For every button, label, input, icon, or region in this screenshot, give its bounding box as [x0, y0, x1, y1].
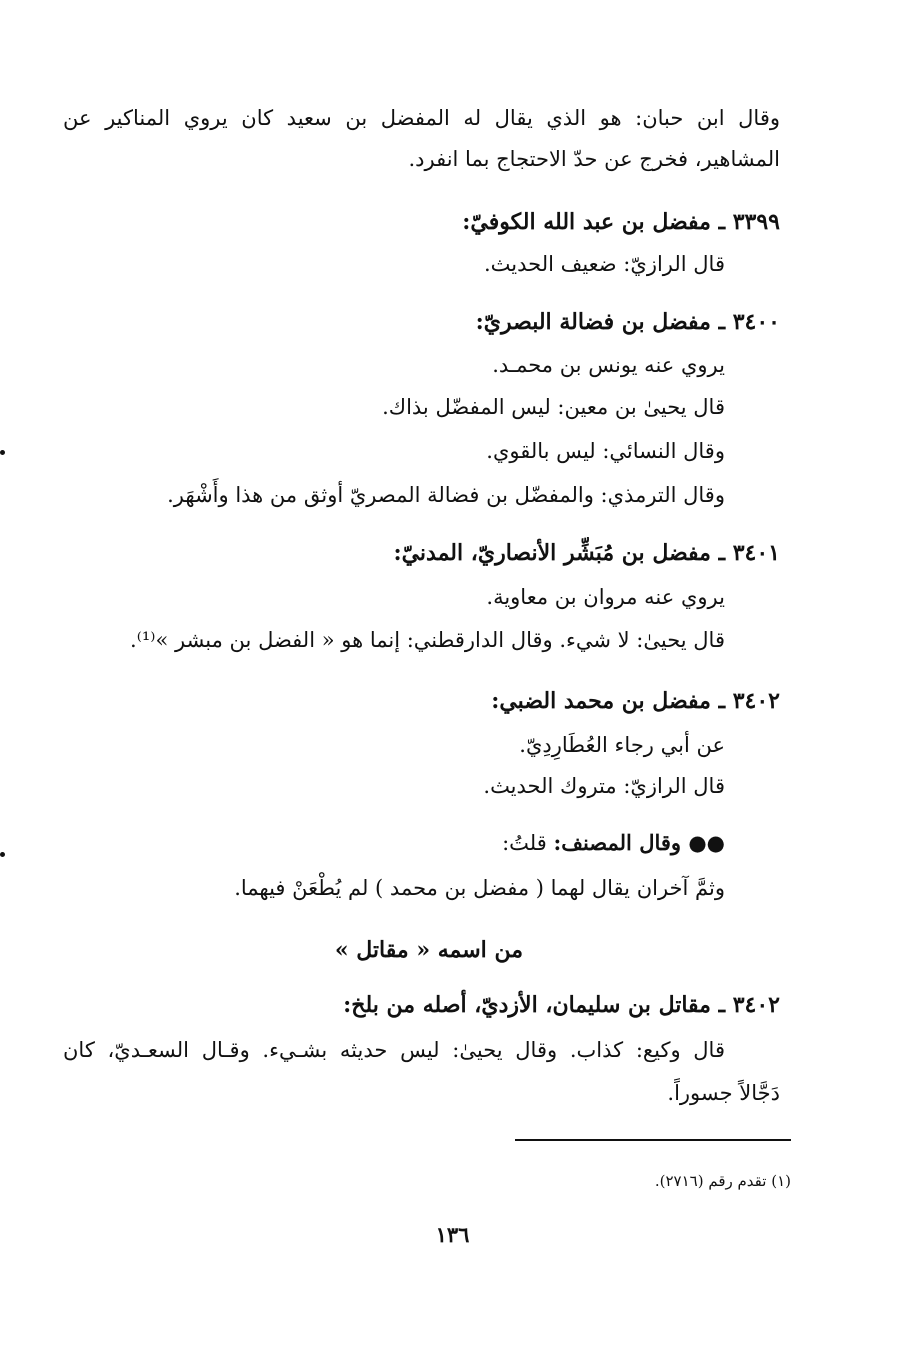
entry-3402-muqatil-text-1: قال وكيع: كذاب. وقال يحيىٰ: ليس حديثه بشـيء. وقـال السعـديّ، كان: [63, 1038, 725, 1062]
footnote: (١) تقدم رقم (٢٧١٦).: [654, 1172, 791, 1190]
page-number: ١٣٦: [435, 1222, 470, 1247]
entry-3401-text-1: يروي عنه مروان بن معاوية.: [486, 585, 725, 609]
entry-3402-mufaddal-text-1: عن أبي رجاء العُطَارِدِيّ.: [519, 733, 725, 757]
entry-3399-text: قال الرازيّ: ضعيف الحديث.: [483, 252, 725, 276]
author-remark: [502, 828, 725, 858]
entry-3400-text-2: قال يحيىٰ بن معين: ليس المفضّل بذاك.: [382, 395, 725, 419]
author-remark-text: وثمَّ آخران يقال لهما ( مفضل بن محمد ) لم يُطْعَنْ فيهما.: [234, 876, 725, 900]
entry-3399-heading: ٣٣٩٩ ـ مفضل بن عبد الله الكوفيّ:: [462, 209, 780, 235]
entry-3400-text-1: يروي عنه يونس بن محمـد.: [492, 353, 725, 377]
footnote-separator: [515, 1139, 791, 1141]
margin-mark-lower: [0, 852, 5, 857]
margin-mark-upper: [0, 450, 5, 455]
author-said: قلتُ:: [502, 831, 554, 855]
entry-3402-muqatil-text-2: دَجَّالاً جسوراً.: [667, 1081, 780, 1105]
intro-line-1: وقال ابن حبان: هو الذي يقال له المفضل بن سعيد كان يروي المناكير عن: [63, 106, 780, 130]
entry-3401-heading: ٣٤٠١ ـ مفضل بن مُبَشِّر الأنصاريّ، المدنيّ:: [393, 540, 780, 566]
entry-3401-text-2: قال يحيىٰ: لا شيء. وقال الدارقطني: إنما هو « الفضل بن مبشر »⁽¹⁾.: [130, 628, 725, 652]
section-title-muqatil: من اسمه « مقاتل »: [334, 937, 523, 963]
entry-3400-text-3: وقال النسائي: ليس بالقوي.: [486, 439, 725, 463]
entry-3402-mufaddal-text-2: قال الرازيّ: متروك الحديث.: [483, 774, 725, 798]
entry-3402-mufaddal-heading: ٣٤٠٢ ـ مفضل بن محمد الضبي:: [491, 688, 780, 714]
entry-3400-text-4: وقال الترمذي: والمفضّل بن فضالة المصريّ أوثق من هذا وأَشْهَر.: [167, 483, 725, 507]
author-label: ●● وقال المصنف:: [553, 830, 725, 855]
entry-3402-muqatil-heading: ٣٤٠٢ ـ مقاتل بن سليمان، الأزديّ، أصله من بلخ:: [343, 992, 780, 1018]
intro-line-2: المشاهير، فخرج عن حدّ الاحتجاج بما انفرد.: [408, 147, 780, 171]
entry-3400-heading: ٣٤٠٠ ـ مفضل بن فضالة البصريّ:: [475, 309, 780, 335]
